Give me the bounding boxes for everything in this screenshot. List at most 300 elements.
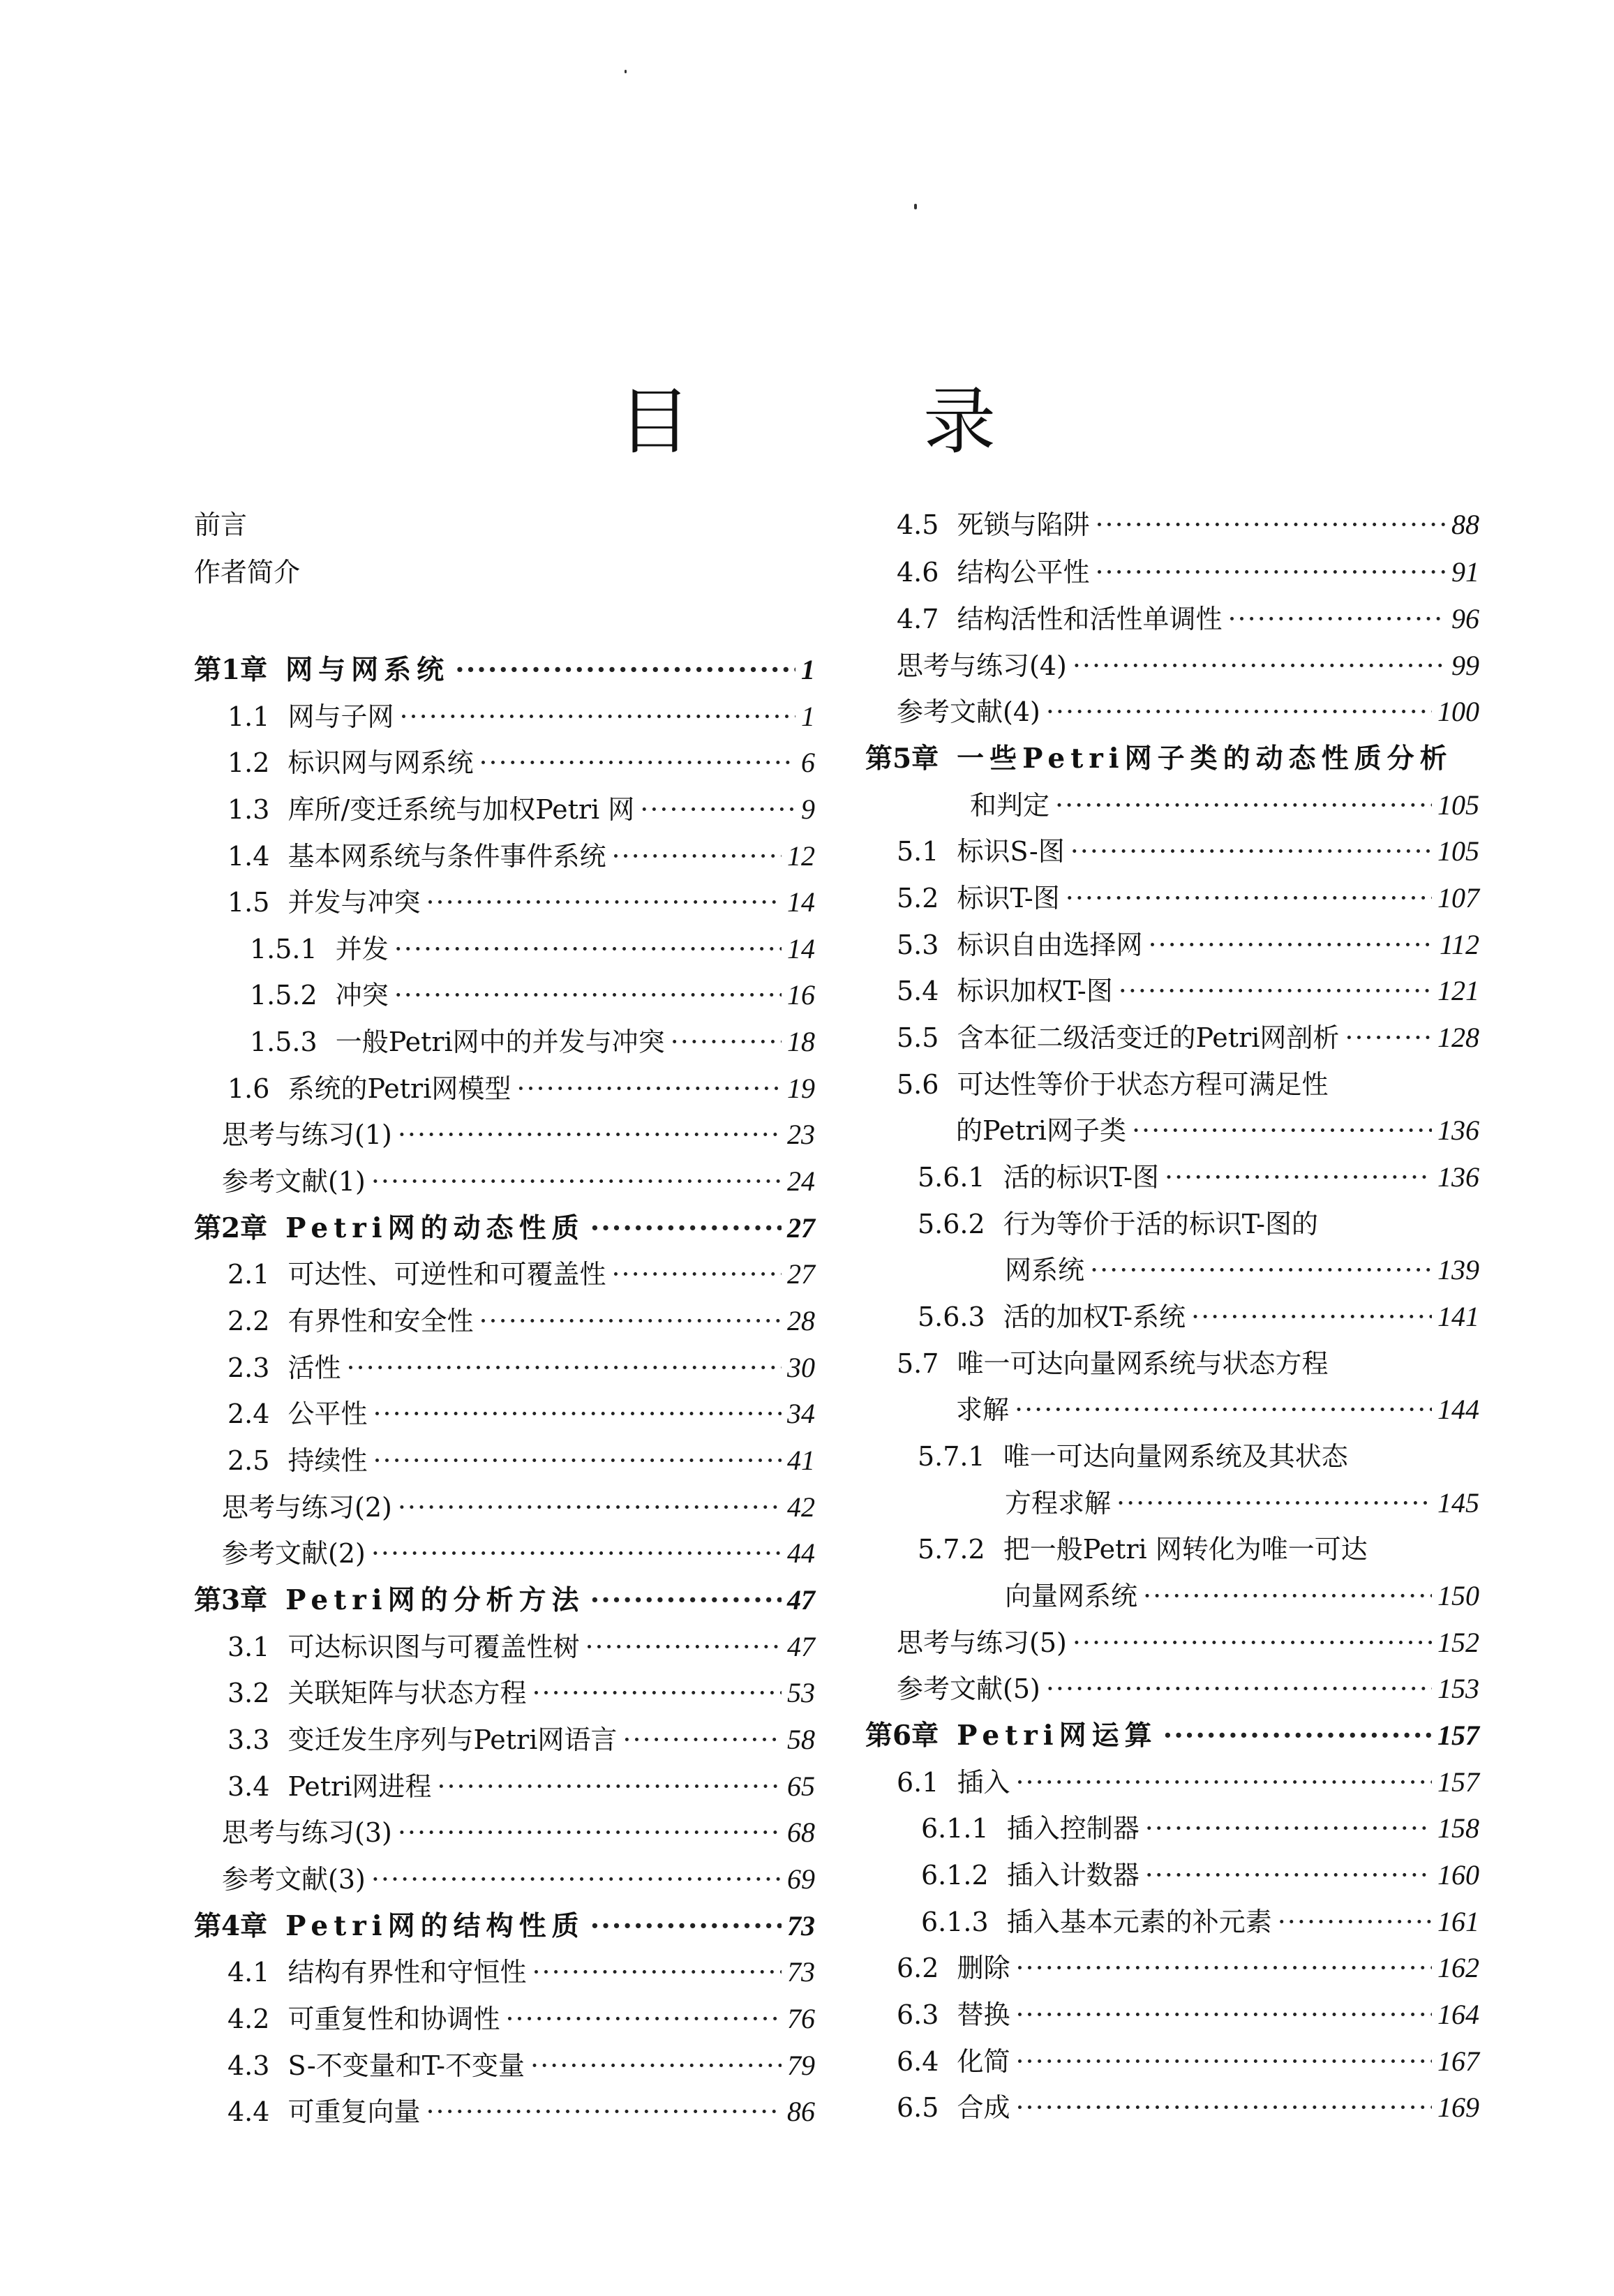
toc-chapter-entry[interactable] <box>194 1905 815 1947</box>
toc-entry-number: 第4章 <box>194 1910 268 1942</box>
dot-leader <box>1095 504 1446 546</box>
toc-entry-title: 参考文献(5) <box>897 1673 1040 1704</box>
toc-entry[interactable] <box>865 970 1479 1012</box>
toc-page-number: 157 <box>1437 1766 1479 1798</box>
dot-leader <box>590 1905 782 1947</box>
toc-entry-number: 第5章 <box>865 743 939 775</box>
toc-entry-number: 4.5 <box>897 509 939 540</box>
dot-leader <box>426 2091 782 2133</box>
toc-entry-number: 1.6 <box>227 1073 270 1104</box>
toc-entry[interactable] <box>194 789 815 830</box>
toc-entry-title: 网系统 <box>1005 1255 1085 1285</box>
dot-leader <box>1090 1249 1432 1291</box>
toc-entry-title: 可重复向量 <box>287 2096 421 2127</box>
toc-entry[interactable] <box>194 835 815 877</box>
toc-page-number: 73 <box>787 1956 815 1988</box>
toc-entry-title: 含本征二级活变迁的Petri网剖析 <box>957 1022 1340 1053</box>
dot-leader <box>1070 830 1432 872</box>
toc-page-number: 153 <box>1437 1673 1479 1704</box>
dot-leader <box>1073 645 1446 687</box>
toc-entry[interactable] <box>865 784 1479 826</box>
toc-entry-title: 求解 <box>956 1394 1010 1425</box>
toc-page-number: 145 <box>1437 1487 1479 1519</box>
toc-entry-title: 活的加权T-系统 <box>1003 1302 1186 1332</box>
toc-entry-number: 5.6.1 <box>918 1162 985 1193</box>
toc-entry-number: 2.2 <box>227 1306 270 1336</box>
dot-leader <box>1066 877 1432 919</box>
dot-leader <box>1143 1575 1432 1617</box>
toc-page-number: 79 <box>787 2050 815 2081</box>
toc-entry-number: 4.7 <box>897 604 939 634</box>
toc-entry-title: 标识T-图 <box>957 883 1060 914</box>
toc-entry-title: 标识S-图 <box>957 836 1065 867</box>
toc-entry-title: 持续性 <box>287 1445 368 1476</box>
toc-entry-number: 3.2 <box>227 1678 270 1708</box>
toc-entry[interactable] <box>194 504 815 546</box>
toc-entry-title: 网与网系统 <box>285 654 450 686</box>
dot-leader <box>1015 2087 1432 2129</box>
toc-entry-title: 冲突 <box>335 980 389 1011</box>
toc-entry-number: 1.2 <box>227 747 270 778</box>
toc-page-number: 100 <box>1437 696 1479 727</box>
toc-entry-title: 一般Petri网中的并发与冲突 <box>335 1027 665 1057</box>
toc-page-number: 19 <box>787 1073 815 1104</box>
dot-leader <box>399 696 795 738</box>
toc-entry[interactable] <box>865 1622 1479 1664</box>
dot-leader <box>530 2045 782 2087</box>
toc-entry-title: 变迁发生序列与Petri网语言 <box>287 1724 618 1755</box>
toc-entry[interactable] <box>194 1858 815 1900</box>
dot-leader <box>373 1393 782 1435</box>
toc-entry-number: 第3章 <box>194 1584 268 1616</box>
toc-page-number: 18 <box>787 1026 815 1057</box>
toc-page-number: 160 <box>1437 1859 1479 1891</box>
toc-entry[interactable] <box>194 974 815 1016</box>
dot-leader <box>622 1719 782 1761</box>
dot-leader <box>1119 970 1432 1012</box>
toc-entry[interactable] <box>194 1486 815 1528</box>
dot-leader <box>437 1766 782 1807</box>
toc-entry[interactable] <box>865 691 1479 733</box>
toc-entry-title: 一些Petri网子类的动态性质分析 <box>957 743 1453 775</box>
toc-entry[interactable] <box>194 928 815 970</box>
toc-entry-title: 基本网系统与条件事件系统 <box>287 841 606 872</box>
dot-leader <box>398 1486 782 1528</box>
toc-page-number: 88 <box>1451 509 1479 540</box>
toc-page-number: 69 <box>787 1863 815 1895</box>
toc-page-number: 47 <box>787 1584 815 1616</box>
dot-leader <box>371 1533 782 1574</box>
toc-entry[interactable] <box>194 1672 815 1714</box>
toc-entry-number: 1.3 <box>227 794 270 825</box>
dot-leader <box>1015 2041 1432 2082</box>
toc-entry-title: 替换 <box>957 1999 1010 2030</box>
dot-leader <box>371 1858 782 1900</box>
toc-entry[interactable] <box>865 1575 1479 1617</box>
dot-leader <box>1145 1854 1432 1896</box>
toc-entry-title: 插入基本元素的补元素 <box>1006 1907 1272 1937</box>
dot-leader <box>398 1114 782 1156</box>
toc-page-number: 152 <box>1437 1627 1479 1658</box>
toc-entry[interactable] <box>865 645 1479 687</box>
toc-entry[interactable] <box>865 1947 1479 1989</box>
toc-entry[interactable] <box>865 1436 1479 1477</box>
toc-chapter-entry[interactable] <box>194 1207 815 1249</box>
toc-entry-number: 4.4 <box>227 2096 270 2127</box>
toc-entry-title: Petri网的分析方法 <box>285 1584 585 1616</box>
toc-entry[interactable] <box>194 1068 815 1110</box>
toc-entry-title: 把一般Petri 网转化为唯一可达 <box>1003 1534 1368 1565</box>
toc-page-number: 53 <box>787 1677 815 1708</box>
toc-entry-number: 5.3 <box>897 930 939 960</box>
toc-entry-title: 网与子网 <box>287 701 394 732</box>
toc-entry-title: 可达标识图与可覆盖性树 <box>287 1632 580 1662</box>
toc-entry[interactable] <box>865 551 1479 593</box>
toc-entry[interactable] <box>865 1761 1479 1803</box>
toc-entry-title: 可达性等价于状态方程可满足性 <box>957 1069 1329 1100</box>
toc-entry-title: 方程求解 <box>1005 1488 1112 1519</box>
toc-entry-title: 库所/变迁系统与加权Petri 网 <box>287 794 635 825</box>
toc-entry-title: 化简 <box>957 2046 1010 2077</box>
toc-page-number: 99 <box>1451 650 1479 681</box>
dot-leader <box>505 1998 782 2040</box>
toc-entry[interactable] <box>865 1110 1479 1151</box>
toc-page-number: 139 <box>1437 1254 1479 1285</box>
toc-entry-title: 结构有界性和守恒性 <box>287 1957 527 1988</box>
toc-entry[interactable] <box>865 830 1479 872</box>
toc-entry-title: 思考与练习(5) <box>897 1627 1067 1658</box>
toc-entry-number: 4.2 <box>227 2004 270 2034</box>
toc-entry-number: 6.1.1 <box>921 1813 989 1844</box>
toc-chapter-entry[interactable] <box>194 1579 815 1621</box>
dot-leader <box>1015 1947 1432 1989</box>
toc-entry[interactable] <box>194 881 815 923</box>
toc-entry[interactable] <box>865 1203 1479 1245</box>
toc-page-number: 161 <box>1437 1906 1479 1937</box>
toc-page-number: 91 <box>1451 556 1479 588</box>
toc-entry-number: 5.6.2 <box>918 1209 985 1239</box>
toc-entry-number: 3.3 <box>227 1724 270 1755</box>
toc-page-number: 105 <box>1437 835 1479 867</box>
toc-page-number: 141 <box>1437 1301 1479 1332</box>
toc-page-number: 14 <box>787 886 815 918</box>
toc-entry-title: 前言 <box>194 509 248 540</box>
toc-entry-title: 关联矩阵与状态方程 <box>287 1678 527 1708</box>
dot-leader <box>1145 1807 1432 1849</box>
toc-entry-number: 5.7.1 <box>918 1441 985 1472</box>
dot-leader <box>590 1579 782 1621</box>
toc-entry[interactable] <box>865 1156 1479 1198</box>
dot-leader <box>1227 598 1446 640</box>
toc-entry-title: 参考文献(4) <box>897 696 1040 727</box>
toc-entry[interactable] <box>194 551 815 593</box>
dot-leader <box>394 974 782 1016</box>
toc-chapter-entry[interactable] <box>865 1715 1479 1757</box>
toc-entry-number: 1.1 <box>227 701 270 732</box>
scan-speck <box>914 204 917 209</box>
toc-page-number: 121 <box>1437 975 1479 1006</box>
dot-leader <box>1132 1110 1432 1151</box>
toc-entry-number: 6.5 <box>897 2092 939 2123</box>
toc-entry-title: S-不变量和T-不变量 <box>287 2050 525 2081</box>
toc-page-number: 6 <box>801 747 815 778</box>
toc-page-number: 16 <box>787 979 815 1011</box>
toc-entry[interactable] <box>194 1300 815 1342</box>
toc-entry-title: Petri网的结构性质 <box>285 1910 585 1942</box>
toc-entry[interactable] <box>194 1719 815 1761</box>
dot-leader <box>426 881 782 923</box>
dot-leader <box>532 1672 782 1714</box>
dot-leader <box>1278 1901 1432 1943</box>
toc-entry-title: 插入 <box>957 1767 1010 1798</box>
toc-entry[interactable] <box>194 1161 815 1202</box>
dot-leader <box>611 1253 782 1295</box>
toc-page-number: 12 <box>787 840 815 872</box>
toc-entry-number: 2.5 <box>227 1445 270 1476</box>
dot-leader <box>1046 691 1432 733</box>
toc-entry[interactable] <box>865 598 1479 640</box>
toc-entry-title: 标识自由选择网 <box>957 930 1143 960</box>
dot-leader <box>1015 1994 1432 2036</box>
toc-entry-number: 6.4 <box>897 2046 939 2077</box>
toc-page-number: 68 <box>787 1817 815 1848</box>
toc-entry-number: 6.1 <box>897 1767 939 1798</box>
toc-entry-title: 的Petri网子类 <box>956 1115 1126 1146</box>
toc-page-number: 30 <box>787 1352 815 1383</box>
toc-chapter-entry[interactable] <box>194 649 815 691</box>
dot-leader <box>1345 1017 1432 1059</box>
toc-entry-title: 结构公平性 <box>957 557 1090 588</box>
toc-entry-number: 4.6 <box>897 557 939 588</box>
toc-entry-title: 可达性、可逆性和可覆盖性 <box>287 1259 606 1290</box>
toc-entry[interactable] <box>865 1017 1479 1059</box>
toc-entry-number: 6.3 <box>897 1999 939 2030</box>
toc-entry-title: Petri网的动态性质 <box>285 1212 585 1244</box>
toc-entry-title: 和判定 <box>970 790 1050 821</box>
toc-entry[interactable] <box>865 1343 1479 1385</box>
toc-entry[interactable] <box>865 1901 1479 1943</box>
toc-entry-number: 第6章 <box>865 1720 939 1752</box>
toc-page-number: 47 <box>787 1631 815 1662</box>
dot-leader <box>611 835 782 877</box>
toc-entry-number: 2.4 <box>227 1399 270 1429</box>
toc-entry-title: 标识加权T-图 <box>957 976 1113 1006</box>
toc-entry[interactable] <box>865 504 1479 546</box>
toc-entry[interactable] <box>865 1064 1479 1105</box>
dot-leader <box>1015 1761 1432 1803</box>
toc-entry-number: 1.5.1 <box>250 934 317 964</box>
toc-entry-number: 3.1 <box>227 1632 270 1662</box>
toc-entry-title: 并发 <box>335 934 389 964</box>
toc-entry[interactable] <box>194 1114 815 1156</box>
dot-leader <box>1191 1296 1432 1338</box>
toc-page-number: 28 <box>787 1305 815 1336</box>
toc-entry-title: 删除 <box>957 1953 1010 1983</box>
toc-entry-title: 活的标识T-图 <box>1003 1162 1159 1193</box>
dot-leader <box>394 928 782 970</box>
toc-chapter-entry[interactable] <box>865 738 1479 780</box>
toc-page-number: 41 <box>787 1445 815 1476</box>
toc-page-number: 112 <box>1439 929 1479 960</box>
toc-entry-number: 4.1 <box>227 1957 270 1988</box>
toc-page-number: 9 <box>801 793 815 825</box>
toc-page-number: 27 <box>787 1212 815 1244</box>
toc-entry[interactable] <box>194 1440 815 1482</box>
toc-entry-title: 死锁与陷阱 <box>957 509 1090 540</box>
dot-leader <box>346 1347 782 1389</box>
toc-entry-number: 5.2 <box>897 883 939 914</box>
dot-leader <box>671 1021 782 1063</box>
toc-entry-number: 2.1 <box>227 1259 270 1290</box>
toc-entry[interactable] <box>865 924 1479 966</box>
dot-leader <box>1163 1715 1432 1757</box>
toc-entry[interactable] <box>194 1626 815 1668</box>
toc-entry-number: 5.6.3 <box>918 1302 985 1332</box>
toc-entry-title: 插入计数器 <box>1006 1860 1139 1891</box>
toc-page-number: 162 <box>1437 1952 1479 1983</box>
toc-entry-title: 标识网与网系统 <box>287 747 474 778</box>
toc-entry-title: 思考与练习(3) <box>222 1817 392 1848</box>
toc-page-number: 107 <box>1437 882 1479 914</box>
toc-entry[interactable] <box>194 1998 815 2040</box>
dot-leader <box>455 649 795 691</box>
toc-entry[interactable] <box>194 1253 815 1295</box>
dot-leader <box>1046 1668 1432 1710</box>
toc-entry[interactable] <box>865 1668 1479 1710</box>
toc-page-number: 58 <box>787 1724 815 1755</box>
toc-entry-number: 6.1.3 <box>921 1907 989 1937</box>
toc-entry-title: 思考与练习(1) <box>222 1119 392 1150</box>
toc-entry-title: 向量网系统 <box>1005 1581 1138 1611</box>
toc-page-number: 158 <box>1437 1812 1479 1844</box>
toc-entry[interactable] <box>194 1533 815 1574</box>
dot-leader <box>479 1300 782 1342</box>
dot-leader <box>479 742 795 784</box>
toc-page-number: 1 <box>801 654 815 685</box>
toc-entry[interactable] <box>865 1482 1479 1524</box>
toc-entry[interactable] <box>865 877 1479 919</box>
toc-page-number: 65 <box>787 1771 815 1802</box>
toc-entry-number: 4.3 <box>227 2050 270 2081</box>
toc-entry[interactable] <box>194 1347 815 1389</box>
toc-entry-title: 唯一可达向量网系统与状态方程 <box>957 1348 1329 1379</box>
toc-page-number: 144 <box>1437 1394 1479 1425</box>
toc-entry[interactable] <box>194 1812 815 1854</box>
dot-leader <box>532 1951 782 1993</box>
toc-entry-number: 5.1 <box>897 836 939 867</box>
toc-page-number: 169 <box>1437 2092 1479 2123</box>
toc-page-number: 24 <box>787 1165 815 1197</box>
toc-entry-number: 5.5 <box>897 1022 939 1053</box>
dot-leader <box>398 1812 782 1854</box>
toc-page-number: 27 <box>787 1258 815 1290</box>
toc-page-number: 167 <box>1437 2045 1479 2077</box>
toc-page-number: 42 <box>787 1491 815 1523</box>
toc-entry[interactable] <box>865 1296 1479 1338</box>
toc-entry[interactable] <box>194 1393 815 1435</box>
toc-entry-number: 1.5.2 <box>250 980 317 1011</box>
toc-entry[interactable] <box>865 1994 1479 2036</box>
toc-page-number: 136 <box>1437 1115 1479 1146</box>
toc-entry[interactable] <box>865 1528 1479 1570</box>
toc-page-number: 14 <box>787 933 815 964</box>
toc-page-number: 150 <box>1437 1580 1479 1611</box>
dot-leader <box>1095 551 1446 593</box>
toc-entry-number: 3.4 <box>227 1771 270 1802</box>
dot-leader <box>371 1161 782 1202</box>
toc-entry-number: 5.7 <box>897 1348 939 1379</box>
dot-leader <box>373 1440 782 1482</box>
toc-entry-number: 第1章 <box>194 654 268 686</box>
toc-entry-number: 第2章 <box>194 1212 268 1244</box>
toc-entry-title: 并发与冲突 <box>287 887 421 918</box>
toc-entry[interactable] <box>194 2045 815 2087</box>
toc-entry[interactable] <box>865 1389 1479 1431</box>
toc-entry[interactable] <box>865 1249 1479 1291</box>
toc-entry[interactable] <box>194 2091 815 2133</box>
toc-entry-title: 结构活性和活性单调性 <box>957 604 1223 634</box>
toc-entry-title: 唯一可达向量网系统及其状态 <box>1003 1441 1348 1472</box>
toc-entry-title: 活性 <box>287 1352 341 1383</box>
toc-page-number: 86 <box>787 2096 815 2127</box>
toc-page-number: 44 <box>787 1537 815 1569</box>
dot-leader <box>1148 924 1434 966</box>
dot-leader <box>516 1068 782 1110</box>
toc-entry-number: 1.5.3 <box>250 1027 317 1057</box>
toc-page-number: 23 <box>787 1119 815 1150</box>
toc-entry[interactable] <box>194 1766 815 1807</box>
toc-entry[interactable] <box>194 1951 815 1993</box>
toc-page-number: 96 <box>1451 603 1479 634</box>
toc-entry[interactable] <box>194 696 815 738</box>
toc-entry-title: 有界性和安全性 <box>287 1306 474 1336</box>
dot-leader <box>1073 1622 1432 1664</box>
dot-leader <box>1015 1389 1432 1431</box>
scan-speck <box>625 70 627 73</box>
toc-entry[interactable] <box>865 1807 1479 1849</box>
toc-page-number: 157 <box>1437 1720 1479 1751</box>
toc-entry-title: 公平性 <box>287 1399 368 1429</box>
dot-leader <box>585 1626 782 1668</box>
toc-entry[interactable] <box>194 742 815 784</box>
toc-entry-title: 插入控制器 <box>1006 1813 1139 1844</box>
toc-page-number: 34 <box>787 1398 815 1429</box>
toc-entry-title: 合成 <box>957 2092 1010 2123</box>
dot-leader <box>1055 784 1432 826</box>
toc-entry-title: 思考与练习(2) <box>222 1492 392 1523</box>
toc-page-number: 136 <box>1437 1161 1479 1193</box>
toc-entry[interactable] <box>865 1854 1479 1896</box>
toc-entry[interactable] <box>194 1021 815 1063</box>
toc-entry-title: Petri网进程 <box>287 1771 432 1802</box>
toc-entry-title: 作者简介 <box>194 557 301 588</box>
toc-entry-title: 参考文献(3) <box>222 1864 366 1895</box>
toc-entry-title: 可重复性和协调性 <box>287 2004 500 2034</box>
toc-entry-number: 2.3 <box>227 1352 270 1383</box>
toc-entry-title: Petri网运算 <box>957 1720 1158 1752</box>
toc-entry-number: 1.5 <box>227 887 270 918</box>
toc-entry[interactable] <box>865 2041 1479 2082</box>
toc-entry-number: 5.6 <box>897 1069 939 1100</box>
toc-entry[interactable] <box>865 2087 1479 2129</box>
page-title: 目 录 <box>618 379 1101 464</box>
toc-page-number: 76 <box>787 2003 815 2034</box>
dot-leader <box>590 1207 782 1249</box>
dot-leader <box>1165 1156 1432 1198</box>
toc-entry-number: 6.1.2 <box>921 1860 989 1891</box>
toc-page-number: 164 <box>1437 1999 1479 2030</box>
toc-page-number: 128 <box>1437 1022 1479 1053</box>
